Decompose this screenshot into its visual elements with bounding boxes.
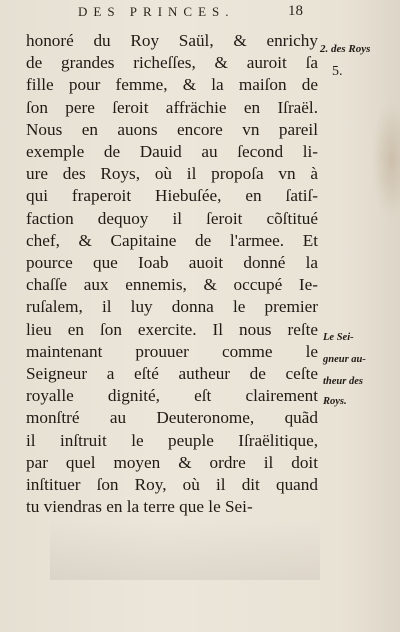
text-line: royalle dignité, eſt clairement [26, 386, 318, 406]
text-line: ure des Roys, où il propoſa vn à [26, 164, 318, 184]
text-line: maintenant prouuer comme le [26, 341, 318, 361]
text-line: monſtré au Deuteronome, quãd [26, 408, 318, 428]
text-line: pource que Ioab auoit donné la [26, 253, 318, 273]
text-line: exemple de Dauid au ſecond li- [26, 142, 318, 162]
text-line: ſon pere ſeroit affrächie en Iſraël. [26, 97, 318, 117]
text-line: faction dequoy il ſeroit cõſtitué [26, 208, 318, 228]
margin-note-line: Roys. [323, 396, 347, 407]
text-line: par quel moyen & ordre il doit [26, 452, 318, 472]
margin-note-line: theur des [323, 376, 363, 387]
text-line: ruſalem, il luy donna le premier [26, 297, 318, 317]
page-number: 18 [288, 3, 303, 19]
text-line: chaſſe aux ennemis, & occupé Ie- [26, 275, 318, 295]
paper-stain [372, 100, 400, 220]
text-line: honoré du Roy Saül, & enrichy [26, 31, 318, 50]
margin-note-line: gneur au- [323, 354, 366, 365]
text-line: Nous en auons encore vn pareil [26, 119, 318, 139]
margin-reference-book: 2. des Roys [320, 43, 371, 55]
text-line: qui fraperoit Hiebuſée, en ſatiſ- [26, 186, 318, 206]
text-line: lieu en ſon exercite. Il nous reſte [26, 319, 318, 339]
ink-bleed [50, 520, 320, 580]
running-head [0, 2, 400, 22]
text-line: Seigneur a eſté autheur de ceſte [26, 364, 318, 384]
text-line: il inſtruit le peuple Iſraëlitique, [26, 430, 318, 450]
text-line: tu viendras en la terre que le Sei- [26, 497, 253, 517]
running-head-title: DES PRINCES. [78, 4, 235, 19]
margin-reference-chapter: 5. [332, 64, 343, 79]
margin-note-line: Le Sei- [323, 332, 354, 343]
text-line: inſtituer ſon Roy, où il dit quand [26, 475, 318, 495]
text-line: de grandes richeſſes, & auroit ſa [26, 53, 318, 73]
text-line: fille pour femme, & la maiſon de [26, 75, 318, 95]
text-line: chef, & Capitaine de l'armee. Et [26, 230, 318, 250]
body-text [26, 30, 318, 518]
